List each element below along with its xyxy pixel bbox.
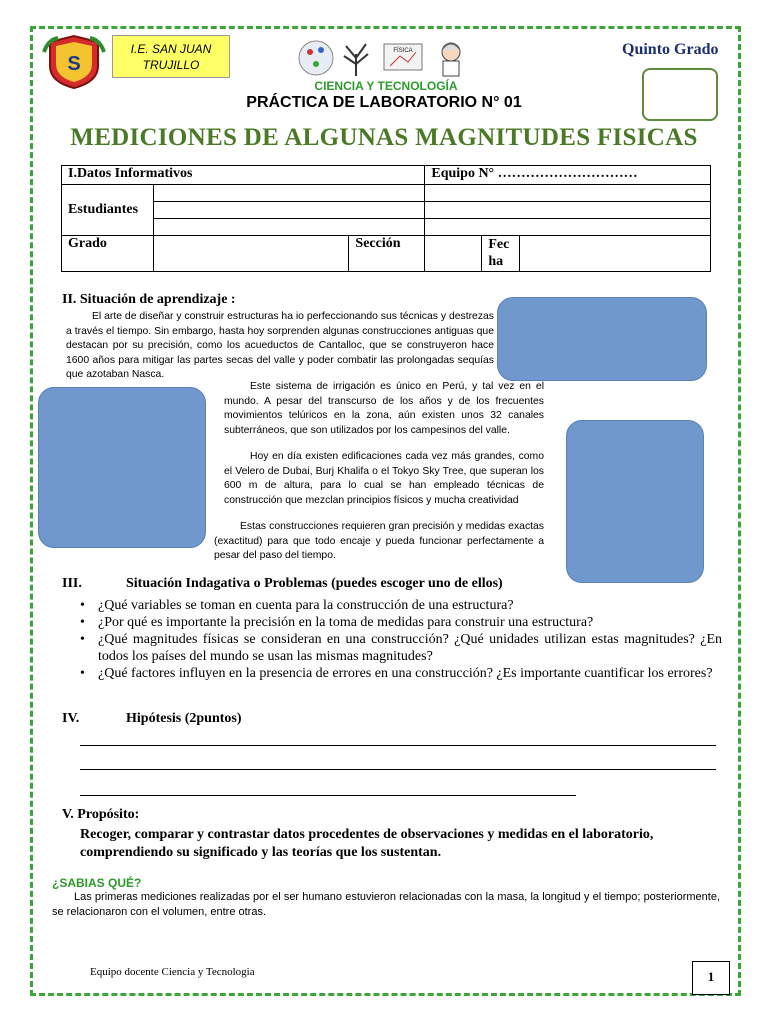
school-name-label [112,35,230,78]
question-item: • ¿Qué factores influyen en la presencia de errores en una construcción? ¿Es importante cuantificar los errores? [80,665,722,682]
question-item: • ¿Qué variables se toman en cuenta para la construcción de una estructura? [80,597,722,614]
school-name-line1: I.E. SAN JUAN [130,42,212,56]
hypothesis-line-3[interactable] [80,795,576,796]
student-field-3[interactable] [153,202,424,219]
info-heading: I.Datos Informativos [62,166,425,185]
section4-title: Hipótesis (2puntos) [126,711,242,726]
grade-field[interactable] [153,236,348,272]
section4-number: IV. [62,711,80,726]
section3-title: Situación Indagativa o Problemas (puedes escoger uno de ellos) [126,576,503,591]
section2-paragraph-1: El arte de diseñar y construir estructuras ha io perfeccionando sus técnicas y destrezas a través el tiempo. Sin embargo, hasta hoy sorprenden algunas construcciones antiguas que destacan por su precisión, como los acueductos de Cantalloc, que se construyeron hace 1600 años para mitigar las partes secas del valle y poder combatir las prolongadas sequías que azotaban Nasca. [66,311,494,381]
page-number: 1 [692,961,730,995]
grade-field-label: Grado [62,236,154,272]
date-label-line1: Fec [488,237,510,252]
student-field-5[interactable] [153,219,424,236]
did-you-know-title: ¿SABIAS QUÉ? [52,876,142,890]
question-item: • ¿Por qué es importante la precisión en la toma de medidas para construir una estructura? [80,614,722,631]
section-label: Sección [355,236,401,251]
section2-paragraph-3: Hoy en día existen edificaciones cada vez más grandes, como el Velero de Dubai, Burj Khalifa o el Tokyo Sky Tree, que superan los 600 m de altura, para lo cual se han empleado técnicas de construcción que mezclan principios físicos y mucha creatividad [224,451,544,506]
school-seal-logo [42,32,106,90]
date-label [482,236,509,271]
date-field[interactable] [520,236,711,272]
team-label: Equipo N° ………………………… [425,166,711,185]
purpose-text: Recoger, comparar y contrastar datos procedentes de observaciones y medidas en el laboratorio, comprendiendo su significado y las teorías que los sustentan. [80,827,654,860]
section-input[interactable] [425,236,482,271]
lab-title: PRÁCTICA DE LABORATORIO N° 01 [246,94,522,111]
students-label: Estudiantes [62,185,154,236]
image-placeholder-left [38,387,206,548]
image-placeholder-top-right [497,297,707,381]
question-item: • ¿Qué magnitudes físicas se consideran en una construcción? ¿Qué unidades utilizan estas magnitudes? ¿En todos los países del mundo se usan las mismas magnitudes? [80,631,722,665]
section-field[interactable] [425,236,520,272]
did-you-know-text: Las primeras mediciones realizadas por el ser humano estuvieron relacionadas con la masa, la longitud y el tiempo; posteriormente, se relacionaron con el volumen, entre otras. [52,891,720,918]
svg-text:S: S [67,53,81,75]
section2-paragraph-4: Estas construcciones requieren gran precisión y medidas exactas (exactitud) para que todo encaje y pueda funcionar perfectamente a pesar del paso del tiempo. [214,521,544,562]
info-table [61,165,711,272]
main-title: MEDICIONES DE ALGUNAS MAGNITUDES FISICAS [70,124,698,151]
image-placeholder-bottom-right [566,420,704,583]
section5-title: V. Propósito: [62,807,140,822]
hypothesis-line-1[interactable] [80,745,716,746]
svg-text:FÍSICA: FÍSICA [393,48,413,54]
section-field-label [349,236,425,272]
grade-label: Quinto Grado [622,41,719,58]
date-label-line2: ha [488,254,504,269]
section2-title: II. Situación de aprendizaje : [62,292,236,307]
hypothesis-line-2[interactable] [80,769,716,770]
section3-number: III. [62,576,82,591]
science-illustration [296,38,476,78]
student-field-1[interactable] [153,185,424,202]
footer-text: Equipo docente Ciencia y Tecnologia [90,966,255,978]
student-field-4[interactable] [425,202,711,219]
school-name-line2: TRUJILLO [142,58,200,72]
student-field-6[interactable] [425,219,711,236]
area-banner: CIENCIA Y TECNOLOGÍA [314,79,458,93]
section2-paragraph-2: Este sistema de irrigación es único en Perú, y tal vez en el mundo. A pesar del transcurso de los años y de los frecuentes movimientos telúricos en la zona, aún existen unos 32 canales subterráneos, que son utilizados por los campesinos del valle. [224,381,544,436]
student-field-2[interactable] [425,185,711,202]
questions-list [80,597,722,682]
